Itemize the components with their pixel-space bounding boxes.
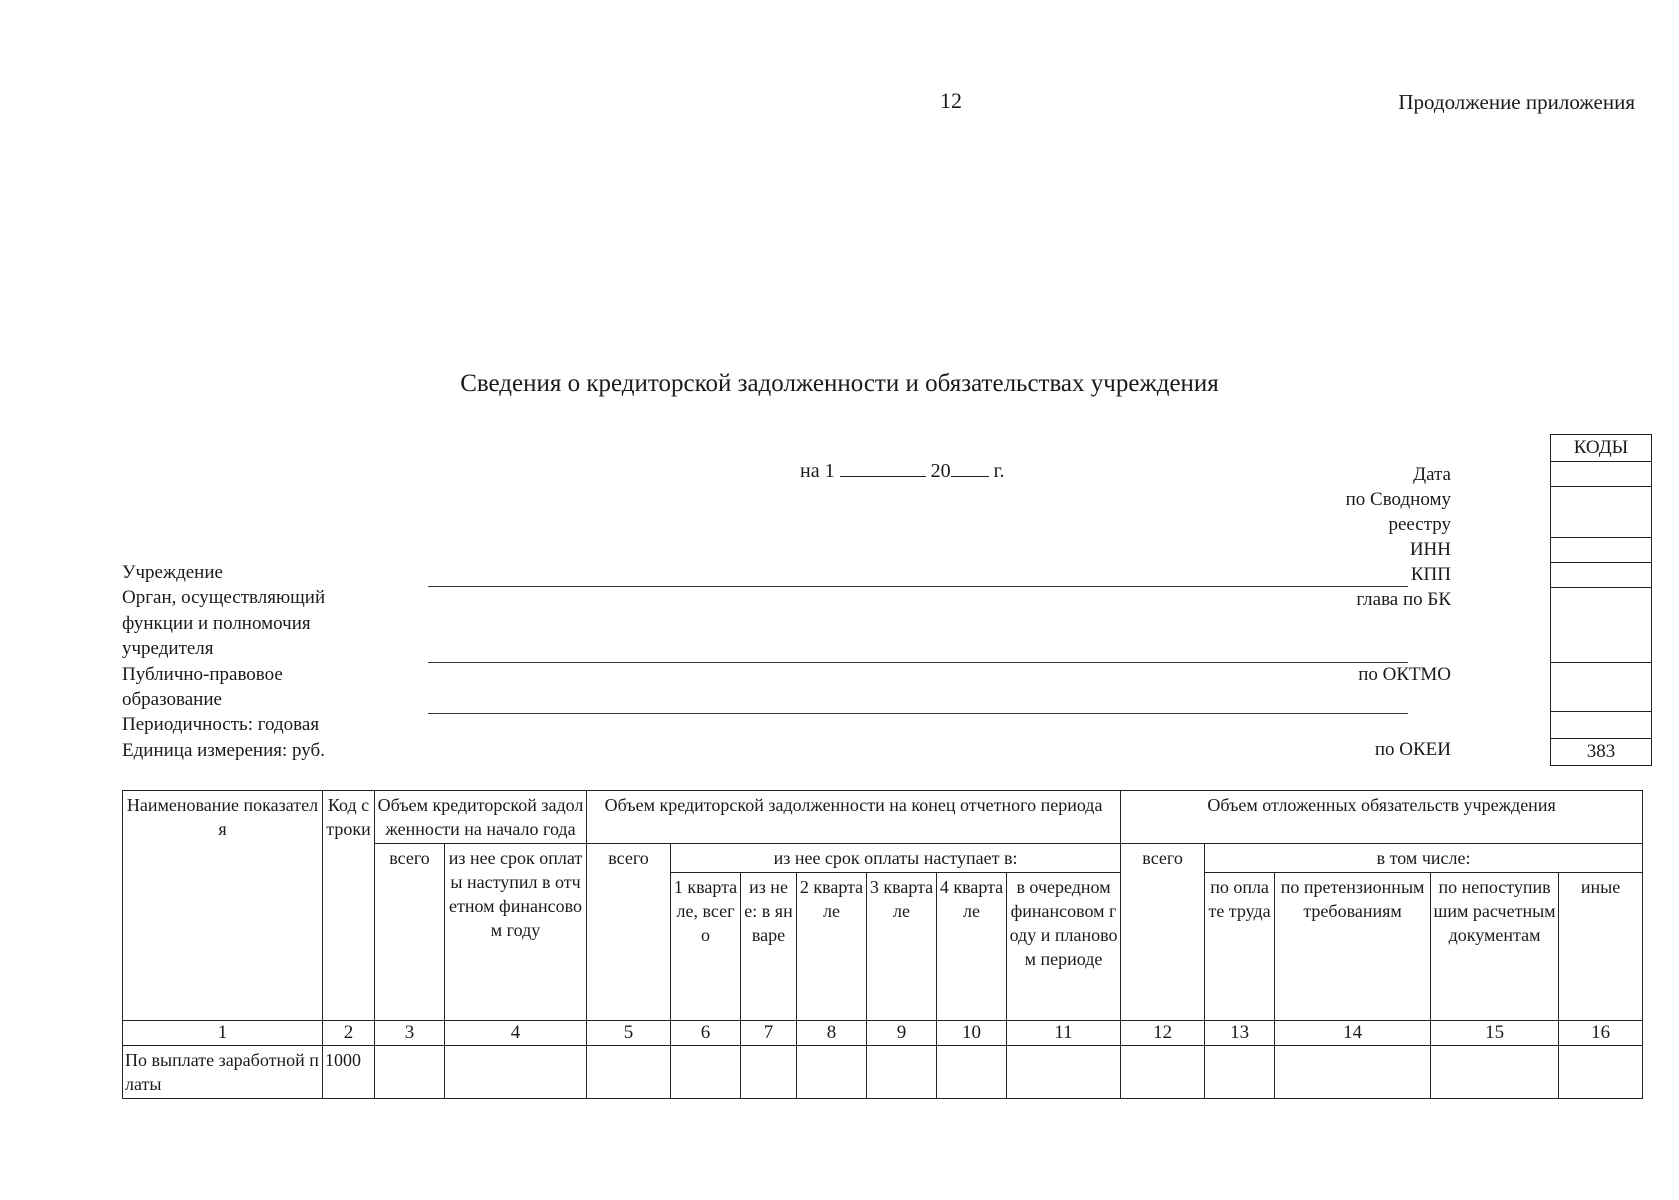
date-year-prefix: 20	[930, 460, 951, 482]
continuation-label: Продолжение приложения	[1398, 90, 1635, 114]
row-name: По выплате заработной платы	[123, 1046, 323, 1099]
header-total-deferred: всего	[1121, 844, 1205, 1021]
code-label-inn: ИНН	[1409, 539, 1451, 560]
header-end-period: Объем кредиторской задолженности на конец отчетного периода	[587, 791, 1121, 844]
header-other: иные	[1559, 873, 1643, 1021]
column-numbers-row	[123, 1021, 1643, 1046]
code-label-okei: по ОКЕИ	[1374, 739, 1451, 760]
header-next-year: в очередном финансовом году и плановом периоде	[1007, 873, 1121, 1021]
row-cell[interactable]	[1205, 1046, 1275, 1099]
periodicity-label: Периодичность: годовая	[122, 714, 320, 736]
row-cell[interactable]	[1275, 1046, 1431, 1099]
row-code: 1000	[323, 1046, 375, 1099]
payables-table	[122, 790, 1643, 1099]
code-cell-okei: 383	[1550, 739, 1652, 766]
code-label-registry-1: по Сводному	[1345, 489, 1451, 510]
row-cell[interactable]	[1559, 1046, 1643, 1099]
col-number: 6	[671, 1021, 741, 1046]
founder-fill-line[interactable]	[428, 662, 1408, 663]
code-cell-oktmo[interactable]	[1550, 663, 1652, 712]
header-claims: по претензионным требованиям	[1275, 873, 1431, 1021]
col-number: 10	[937, 1021, 1007, 1046]
code-label-registry-2: реестру	[1388, 514, 1451, 535]
header-total-end: всего	[587, 844, 671, 1021]
code-cell-date[interactable]	[1550, 461, 1652, 487]
date-year-blank[interactable]	[951, 460, 989, 477]
codes-labels	[1346, 462, 1451, 762]
col-number: 5	[587, 1021, 671, 1046]
col-number: 8	[797, 1021, 867, 1046]
header-overdue: из нее срок оплаты наступил в отчетном финансовом году	[445, 844, 587, 1021]
code-label-date: Дата	[1413, 464, 1451, 485]
col-number: 13	[1205, 1021, 1275, 1046]
col-number: 4	[445, 1021, 587, 1046]
row-cell[interactable]	[1007, 1046, 1121, 1099]
code-cell-bk[interactable]	[1550, 588, 1652, 663]
institution-label: Учреждение	[122, 562, 223, 583]
header-q3: 3 квартале	[867, 873, 937, 1021]
code-cell-kpp[interactable]	[1550, 563, 1652, 588]
public-entity-fill-line[interactable]	[428, 713, 1408, 714]
col-number: 15	[1431, 1021, 1559, 1046]
row-cell[interactable]	[741, 1046, 797, 1099]
col-number: 2	[323, 1021, 375, 1046]
founder-label-2: функции и полномочия	[122, 612, 311, 634]
document-title: Сведения о кредиторской задолженности и обязательствах учреждения	[460, 370, 1219, 397]
page-number: 12	[940, 88, 962, 113]
row-cell[interactable]	[937, 1046, 1007, 1099]
header-code: Код строки	[323, 791, 375, 1021]
header-q4: 4 квартале	[937, 873, 1007, 1021]
table-row	[123, 1046, 1643, 1099]
col-number: 14	[1275, 1021, 1431, 1046]
code-label-oktmo: по ОКТМО	[1358, 664, 1451, 685]
row-cell[interactable]	[587, 1046, 671, 1099]
date-line	[800, 460, 1005, 483]
col-number: 3	[375, 1021, 445, 1046]
header-docs: по непоступившим расчетным документам	[1431, 873, 1559, 1021]
header-total-begin: всего	[375, 844, 445, 1021]
header-name: Наименование показателя	[123, 791, 323, 1021]
row-cell[interactable]	[867, 1046, 937, 1099]
code-cell-inn[interactable]	[1550, 538, 1652, 563]
codes-header: КОДЫ	[1550, 434, 1652, 462]
header-q1: 1 квартале, всего	[671, 873, 741, 1021]
col-number: 7	[741, 1021, 797, 1046]
header-q2: 2 квартале	[797, 873, 867, 1021]
public-entity-label-1: Публично-правовое	[122, 663, 283, 685]
col-number: 16	[1559, 1021, 1643, 1046]
row-cell[interactable]	[1121, 1046, 1205, 1099]
row-cell[interactable]	[375, 1046, 445, 1099]
col-number: 9	[867, 1021, 937, 1046]
left-labels	[122, 560, 325, 763]
header-including: в том числе:	[1205, 844, 1643, 873]
row-cell[interactable]	[1431, 1046, 1559, 1099]
header-due-in: из нее срок оплаты наступает в:	[671, 844, 1121, 873]
institution-fill-line[interactable]	[428, 586, 1408, 587]
header-labor: по оплате труда	[1205, 873, 1275, 1021]
public-entity-label-2: образование	[122, 689, 222, 711]
code-label-bk: глава по БК	[1356, 589, 1451, 610]
header-begin-year: Объем кредиторской задолженности на начало года	[375, 791, 587, 844]
date-suffix: г.	[993, 460, 1005, 482]
row-cell[interactable]	[445, 1046, 587, 1099]
row-cell[interactable]	[671, 1046, 741, 1099]
col-number: 11	[1007, 1021, 1121, 1046]
code-cell-registry[interactable]	[1550, 487, 1652, 538]
header-january: из нее: в январе	[741, 873, 797, 1021]
founder-label-1: Орган, осуществляющий	[122, 587, 326, 609]
code-label-kpp: КПП	[1410, 564, 1451, 585]
date-prefix: на 1	[800, 460, 835, 482]
header-deferred: Объем отложенных обязательств учреждения	[1121, 791, 1643, 844]
date-day-blank[interactable]	[840, 460, 926, 477]
unit-label: Единица измерения: руб.	[122, 739, 325, 761]
row-cell[interactable]	[797, 1046, 867, 1099]
code-cell-empty[interactable]	[1550, 712, 1652, 739]
col-number: 12	[1121, 1021, 1205, 1046]
founder-label-3: учредителя	[122, 638, 214, 660]
col-number: 1	[123, 1021, 323, 1046]
